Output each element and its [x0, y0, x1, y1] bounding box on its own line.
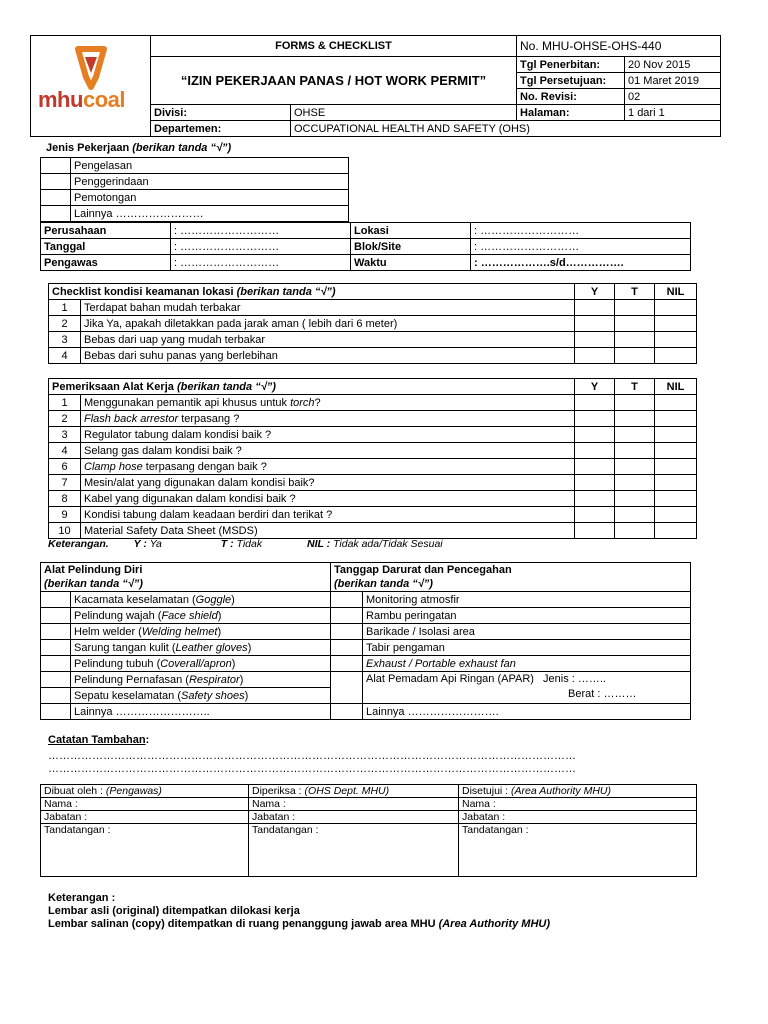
jenis-row [41, 174, 349, 190]
jenis-hint: (berikan tanda “√”) [132, 142, 232, 154]
apd-item-end: ) [247, 641, 252, 654]
check-t[interactable] [615, 475, 655, 491]
dibuat-label: Dibuat oleh : [44, 785, 103, 797]
logo-text-coal: coal [82, 87, 125, 112]
check-nil[interactable] [655, 348, 697, 364]
jenis-title [46, 142, 231, 154]
check-y[interactable] [575, 523, 615, 539]
apd-title-text: Alat Pelindung Diri [44, 564, 143, 576]
blok-field[interactable]: : ……………………… [471, 239, 691, 255]
apd-checkbox[interactable] [41, 656, 71, 672]
footer-label: Keterangan : [48, 892, 116, 904]
tanggal-field[interactable]: : ……………………… [171, 239, 351, 255]
table-row [49, 427, 697, 443]
check-nil[interactable] [655, 523, 697, 539]
table-row [41, 704, 691, 720]
apd-item [71, 688, 331, 704]
mhucoal-logo-icon [68, 43, 114, 91]
check-nil[interactable] [655, 411, 697, 427]
pengawas-field[interactable]: : ……………………… [171, 255, 351, 271]
catatan-colon: : [145, 734, 150, 746]
apd-item: Lainnya …………………….. [71, 704, 331, 720]
divisi-value: OHSE [291, 105, 517, 121]
apd-item-end: ) [231, 657, 236, 670]
check-y[interactable] [575, 332, 615, 348]
jenis-row [41, 158, 349, 174]
apd-item-italic: Coverall/apron [160, 657, 232, 670]
check-t[interactable] [615, 523, 655, 539]
row-number: 2 [49, 316, 81, 332]
table-row [49, 475, 697, 491]
row-number: 4 [49, 443, 81, 459]
apd-item-text: Sarung tangan kulit ( [74, 641, 176, 654]
catatan-line[interactable]: ……………………………………………………………………………………………………………………………… [48, 750, 576, 762]
check-y[interactable] [575, 300, 615, 316]
jabatan-field[interactable]: Jabatan : [249, 811, 459, 824]
header-table [30, 35, 721, 137]
footer-notes [48, 892, 550, 931]
logo-cell [31, 36, 151, 137]
apd-checkbox[interactable] [41, 608, 71, 624]
row-text: Bebas dari suhu panas yang berlebihan [81, 348, 575, 364]
apd-item-italic: Safety shoes [181, 689, 245, 702]
catatan-title-text: Catatan Tambahan [48, 734, 146, 746]
row-text: Kabel yang digunakan dalam kondisi baik ? [81, 491, 575, 507]
table-row [49, 523, 697, 539]
check-t[interactable] [615, 507, 655, 523]
check-y[interactable] [575, 427, 615, 443]
dibuat-header [41, 785, 249, 798]
darurat-item: Exhaust / Portable exhaust fan [363, 656, 691, 672]
check-y[interactable] [575, 316, 615, 332]
row-text [81, 411, 575, 427]
apd-item-text: Pelindung tubuh ( [74, 657, 161, 670]
tandatangan-field[interactable]: Tandatangan : [459, 824, 697, 877]
apd-item [71, 608, 331, 624]
footer-line: Lembar asli (original) ditempatkan dilokasi kerja [48, 905, 300, 917]
check-y[interactable] [575, 348, 615, 364]
apd-checkbox[interactable] [41, 672, 71, 688]
row-text: Bebas dari uap yang mudah terbakar [81, 332, 575, 348]
table-row [49, 459, 697, 475]
jenis-table [40, 157, 349, 222]
check-nil[interactable] [655, 459, 697, 475]
check-nil[interactable] [655, 491, 697, 507]
legend-nil: NIL : [307, 538, 331, 550]
row-text-part: terpasang dengan baik ? [142, 460, 267, 473]
row-number: 1 [49, 395, 81, 411]
apd-item-text: Pelindung Pernafasan ( [74, 673, 189, 686]
apd-item-text: Kacamata keselamatan ( [74, 593, 196, 606]
waktu-field[interactable]: : ……………….s/d……………. [471, 255, 691, 271]
apd-item-end: ) [244, 689, 249, 702]
tanggal-label: Tanggal [41, 239, 171, 255]
apd-item [71, 592, 331, 608]
disetujui-header [459, 785, 697, 798]
alat-title [49, 379, 575, 395]
table-row [41, 624, 691, 640]
row-number: 4 [49, 348, 81, 364]
disetujui-role: (Area Authority MHU) [511, 785, 611, 797]
check-y[interactable] [575, 507, 615, 523]
row-text-italic: Flash back arrestor [84, 412, 179, 425]
row-number: 9 [49, 507, 81, 523]
check-nil[interactable] [655, 507, 697, 523]
dibuat-role: (Pengawas) [105, 785, 162, 797]
table-row [49, 443, 697, 459]
legend-y-text: Ya [149, 538, 162, 550]
row-text: Selang gas dalam kondisi baik ? [81, 443, 575, 459]
nama-field[interactable]: Nama : [459, 798, 697, 811]
legend-label: Keterangan. [48, 538, 109, 550]
doc-number: No. MHU-OHSE-OHS-440 [517, 36, 721, 57]
page-title: “IZIN PEKERJAAN PANAS / HOT WORK PERMIT” [151, 57, 517, 105]
row-text: Terdapat bahan mudah terbakar [81, 300, 575, 316]
check-t[interactable] [615, 427, 655, 443]
legend-y: Y : [133, 538, 147, 550]
darurat-checkbox[interactable] [331, 640, 363, 656]
check-nil[interactable] [655, 443, 697, 459]
table-row [49, 332, 697, 348]
check-t[interactable] [615, 300, 655, 316]
check-nil[interactable] [655, 316, 697, 332]
row-text-italic: Clamp hose [84, 460, 143, 473]
table-row [41, 656, 691, 672]
col-t: T [615, 284, 655, 300]
alat-hint: (berikan tanda “√”) [176, 380, 276, 393]
darurat-item-apar [363, 672, 691, 704]
darurat-checkbox[interactable] [331, 608, 363, 624]
nama-field[interactable]: Nama : [249, 798, 459, 811]
darurat-checkbox[interactable] [331, 624, 363, 640]
check-t[interactable] [615, 411, 655, 427]
row-text: Mesin/alat yang digunakan dalam kondisi baik? [81, 475, 575, 491]
col-t: T [615, 379, 655, 395]
pengawas-label: Pengawas [41, 255, 171, 271]
row-text-part: terpasang ? [178, 412, 240, 425]
darurat-checkbox[interactable] [331, 704, 363, 720]
check-t[interactable] [615, 491, 655, 507]
check-t[interactable] [615, 332, 655, 348]
tgl-penerbitan-value: 20 Nov 2015 [625, 57, 721, 73]
tandatangan-field[interactable]: Tandatangan : [41, 824, 249, 877]
col-nil: NIL [655, 284, 697, 300]
jenis-item-label: Pengelasan [71, 158, 349, 174]
col-nil: NIL [655, 379, 697, 395]
row-text: Material Safety Data Sheet (MSDS) [81, 523, 575, 539]
row-number: 1 [49, 300, 81, 316]
row-number: 7 [49, 475, 81, 491]
darurat-item: Rambu peringatan [363, 608, 691, 624]
check-t[interactable] [615, 443, 655, 459]
form-type: FORMS & CHECKLIST [151, 36, 517, 57]
apd-title [41, 563, 331, 592]
check-y[interactable] [575, 459, 615, 475]
row-number: 8 [49, 491, 81, 507]
halaman-label: Halaman: [517, 105, 625, 121]
jenis-item-label: Penggerindaan [71, 174, 349, 190]
row-text-end: ? [314, 396, 321, 409]
apd-item [71, 640, 331, 656]
check-y[interactable] [575, 411, 615, 427]
darurat-item: Barikade / Isolasi area [363, 624, 691, 640]
table-row [49, 348, 697, 364]
col-y: Y [575, 284, 615, 300]
legend [48, 538, 443, 550]
table-row [49, 491, 697, 507]
tgl-penerbitan-label: Tgl Penerbitan: [517, 57, 625, 73]
alat-table [48, 378, 697, 539]
apd-item [71, 672, 331, 688]
departemen-value: OCCUPATIONAL HEALTH AND SAFETY (OHS) [291, 121, 721, 137]
jenis-checkbox[interactable] [41, 174, 71, 190]
apd-item [71, 624, 331, 640]
row-text [81, 395, 575, 411]
apd-item-text: Helm welder ( [74, 625, 142, 638]
apd-checkbox[interactable] [41, 640, 71, 656]
table-row [49, 316, 697, 332]
check-y[interactable] [575, 491, 615, 507]
alat-title-text: Pemeriksaan Alat Kerja [52, 380, 174, 393]
darurat-item: Lainnya ……………………. [363, 704, 691, 720]
jenis-title-text: Jenis Pekerjaan [46, 142, 130, 154]
darurat-title [331, 563, 691, 592]
apd-item-text: Pelindung wajah ( [74, 609, 162, 622]
row-text: Regulator tabung dalam kondisi baik ? [81, 427, 575, 443]
check-t[interactable] [615, 459, 655, 475]
catatan-title [48, 734, 149, 746]
darurat-hint: (berikan tanda “√”) [334, 578, 433, 590]
no-revisi-value: 02 [625, 89, 721, 105]
check-y[interactable] [575, 475, 615, 491]
darurat-title-text: Tanggap Darurat dan Pencegahan [334, 564, 512, 576]
departemen-label: Departemen: [151, 121, 291, 137]
row-text: Kondisi tabung dalam keadaan berdiri dan terikat ? [81, 507, 575, 523]
tandatangan-field[interactable]: Tandatangan : [249, 824, 459, 877]
lokasi-label: Lokasi [351, 223, 471, 239]
row-text-part: Menggunakan pemantik api khusus untuk [84, 396, 291, 409]
jenis-row [41, 190, 349, 206]
jabatan-field[interactable]: Jabatan : [41, 811, 249, 824]
table-row [49, 507, 697, 523]
apd-item [71, 656, 331, 672]
legend-nil-text: Tidak ada/Tidak Sesuai [333, 538, 443, 550]
halaman-value: 1 dari 1 [625, 105, 721, 121]
apd-item-end: ) [239, 673, 244, 686]
legend-t-text: Tidak [236, 538, 263, 550]
check-nil[interactable] [655, 395, 697, 411]
row-number: 3 [49, 332, 81, 348]
row-number: 2 [49, 411, 81, 427]
jenis-checkbox[interactable] [41, 190, 71, 206]
table-row [41, 592, 691, 608]
tgl-persetujuan-value: 01 Maret 2019 [625, 73, 721, 89]
check-nil[interactable] [655, 300, 697, 316]
row-number: 10 [49, 523, 81, 539]
checklist-hint: (berikan tanda “√”) [236, 285, 336, 298]
apd-item-end: ) [231, 593, 235, 606]
apd-item-italic: Goggle [195, 593, 232, 606]
table-row [49, 395, 697, 411]
catatan-line[interactable]: ……………………………………………………………………………………………………………………………… [48, 763, 576, 775]
apd-checkbox[interactable] [41, 624, 71, 640]
check-nil[interactable] [655, 427, 697, 443]
check-t[interactable] [615, 348, 655, 364]
darurat-checkbox[interactable] [331, 672, 363, 704]
tgl-persetujuan-label: Tgl Persetujuan: [517, 73, 625, 89]
diperiksa-role: (OHS Dept. MHU) [304, 785, 390, 797]
footer-line [48, 918, 550, 931]
darurat-item-text: Alat Pemadam Api Ringan (APAR) [366, 673, 534, 685]
apd-item-end: ) [217, 609, 222, 622]
check-nil[interactable] [655, 475, 697, 491]
jabatan-field[interactable]: Jabatan : [459, 811, 697, 824]
apd-item-italic: Face shield [161, 609, 218, 622]
check-t[interactable] [615, 395, 655, 411]
darurat-checkbox[interactable] [331, 656, 363, 672]
info-table [40, 222, 691, 271]
apd-checkbox[interactable] [41, 704, 71, 720]
diperiksa-header [249, 785, 459, 798]
perusahaan-field[interactable]: : ……………………… [171, 223, 351, 239]
apd-item-italic: Leather gloves [175, 641, 248, 654]
table-row [41, 608, 691, 624]
apar-berat[interactable]: Berat : ……… [568, 688, 637, 700]
jenis-checkbox[interactable] [41, 206, 71, 222]
logo-text-mhu: mhu [38, 87, 83, 112]
checklist-title [49, 284, 575, 300]
darurat-checkbox[interactable] [331, 592, 363, 608]
apd-item-italic: Welding helmet [141, 625, 218, 638]
check-y[interactable] [575, 443, 615, 459]
check-t[interactable] [615, 316, 655, 332]
table-row [41, 640, 691, 656]
logo-wordmark [38, 87, 125, 112]
row-number: 3 [49, 427, 81, 443]
table-row [41, 672, 691, 688]
row-text-italic: torch [290, 396, 315, 409]
jenis-row [41, 206, 349, 222]
footer-line-italic: (Area Authority MHU) [438, 918, 551, 930]
signature-table [40, 784, 697, 877]
jenis-checkbox[interactable] [41, 158, 71, 174]
apd-item-text: Sepatu keselamatan ( [74, 689, 182, 702]
checklist-title-text: Checklist kondisi keamanan lokasi [52, 285, 234, 298]
no-revisi-label: No. Revisi: [517, 89, 625, 105]
apd-item-end: ) [217, 625, 222, 638]
col-y: Y [575, 379, 615, 395]
check-y[interactable] [575, 395, 615, 411]
apd-checkbox[interactable] [41, 592, 71, 608]
blok-label: Blok/Site [351, 239, 471, 255]
jenis-item-label: Pemotongan [71, 190, 349, 206]
apd-darurat-table [40, 562, 691, 720]
apd-hint: (berikan tanda “√”) [44, 578, 143, 590]
checklist-table [48, 283, 697, 364]
perusahaan-label: Perusahaan [41, 223, 171, 239]
row-number: 6 [49, 459, 81, 475]
row-text [81, 459, 575, 475]
jenis-item-label: Lainnya …………………… [71, 206, 349, 222]
apar-jenis[interactable]: Jenis : …….. [543, 673, 606, 685]
apd-checkbox[interactable] [41, 688, 71, 704]
table-row [49, 411, 697, 427]
check-nil[interactable] [655, 332, 697, 348]
legend-t: T : [220, 538, 234, 550]
divisi-label: Divisi: [151, 105, 291, 121]
diperiksa-label: Diperiksa : [252, 785, 302, 797]
row-text: Jika Ya, apakah diletakkan pada jarak aman ( lebih dari 6 meter) [81, 316, 575, 332]
darurat-item: Tabir pengaman [363, 640, 691, 656]
darurat-item: Monitoring atmosfir [363, 592, 691, 608]
footer-line-text: Lembar salinan (copy) ditempatkan di ruang penanggung jawab area MHU [48, 918, 436, 930]
apd-item-italic: Respirator [188, 673, 240, 686]
table-row [49, 300, 697, 316]
waktu-label: Waktu [351, 255, 471, 271]
nama-field[interactable]: Nama : [41, 798, 249, 811]
lokasi-field[interactable]: : ……………………… [471, 223, 691, 239]
disetujui-label: Disetujui : [462, 785, 509, 797]
